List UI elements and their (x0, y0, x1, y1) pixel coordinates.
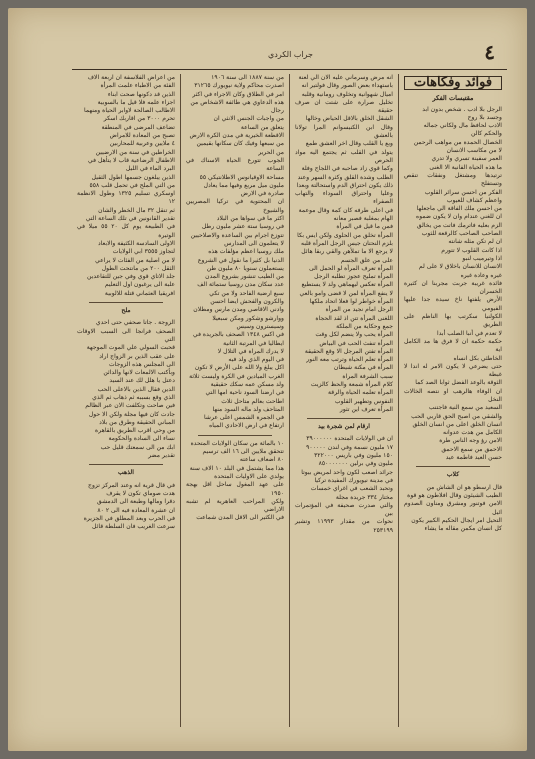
text-line: المرأة تعكس ليهماهي ولد لا يستطيع (301, 281, 393, 289)
text-line: ترتيدها ومشتغل ونفقات تنقص وتستفلح (404, 171, 502, 188)
text-line: باستهداء بعض الصور وقال فولتير انه (301, 82, 393, 90)
text-line: الأرض يلفتها ناخ سيدة جدا عليها الفيومي (404, 296, 502, 312)
column-2-tail (295, 435, 393, 535)
text-line: ملك روسيا اعظم مؤلفات هذه (208, 248, 284, 256)
column-2 (289, 74, 398, 727)
text-line: الاحمق من سمع الاحمق (441, 445, 502, 453)
text-line: دقرا ومالها وطبعة الى الدمشق (96, 498, 175, 506)
text-line: ولد مسكن عمه سكك حقيقية (210, 380, 284, 388)
text-line: تضاعف المرضى في المنطقة (101, 123, 175, 131)
text-line: الذي وقع بسببه ثم ذهاب ثم الذي (92, 393, 175, 401)
text-line: تصبح من المعادة للامراض (109, 132, 175, 140)
text-line: سبع ارضية الفاحد ولا من تكي (209, 289, 284, 297)
text-line: غيره وعادة غيره (460, 271, 502, 279)
text-line: المرأة تنفث الحب في البياض (319, 339, 393, 347)
text-line: ان للغني عندام وان لا يكون ضموه (416, 213, 502, 221)
column-1-tail (404, 484, 502, 534)
text-line: الخاطئي بكل انساه (453, 354, 502, 362)
text-line: جمع وحكاية من الملكة (336, 322, 393, 330)
text-line: الصاحب الصاحب كالرقعة للثوب (421, 230, 502, 238)
divider (89, 302, 163, 303)
text-line: يتولد في القلب ثم يجتمع اليه مواد الحرص (295, 148, 393, 164)
text-line: وقال ابن الكنيسوانم المرا تولانا بالعشق (295, 123, 393, 140)
section-subtitle: مقتبسات الفكر (432, 94, 474, 103)
text-line: الكامل من هدت عدوانه (443, 429, 502, 437)
text-line: البرد الماء في الليل (125, 165, 175, 173)
text-line: ان في الولايات المتحدة ٣٩٠٠٠٠٠٠ (306, 435, 393, 443)
text-line: لا يتعلمون الى المدارس (224, 239, 284, 247)
column-4-tail-2 (77, 482, 175, 532)
column-1 (398, 74, 507, 727)
text-line: في مدينة نيويورك المفيدة تركيا (314, 476, 393, 484)
text-line: من التي الملح في تحمل قلب ٥٥٨ (89, 181, 175, 189)
text-line: هذه الدعاوي هي طائفة الاشخاص من (190, 98, 284, 106)
text-line: انسان الخلق اعلى من انسان الخلق (412, 420, 502, 428)
section-title: فوائد وفكاهات (404, 76, 502, 90)
text-line: من سنة ١٨٨٧ الى سنة ١٩٠٦ (211, 74, 284, 81)
text-line: ان لم تكن مثله شانته (448, 238, 502, 246)
text-line: وبأكتب الالمعات لانها والدائن (103, 369, 175, 377)
text-line: نساء الى السادة والحكومة (108, 435, 175, 443)
text-line: ثم تنقل ٣٢ مال الخطر والشان (98, 206, 175, 214)
text-line: تتوزع اجرام بين الساعدة والاصلاحيين (190, 231, 284, 239)
column-4-body (77, 74, 175, 298)
column-2-body (295, 74, 393, 414)
text-line: الكولنيا سكرتب بها الناظم على الطريق (404, 313, 502, 329)
text-line: في الطبيعة يوم كل ٢٠ ٥٥ ميلا في الوتيرة (77, 223, 176, 239)
text-line: قال ارسطو هو ان الشاش من (426, 483, 502, 491)
text-line: بلزم النحتان جيس الرجل المرأة قلبه (300, 239, 393, 247)
text-line: اجزاء علمه فلا قيل ما بالسوبية (97, 98, 175, 106)
text-line: العمر سفينة تسري ولا تدري (431, 155, 502, 163)
text-line: افريقيا العثماني قتلة للالوبية (104, 289, 175, 297)
columns (72, 74, 507, 727)
text-line: فمن ما قيل في المرأة (336, 223, 393, 231)
text-line: تخليل صرارة على شتت ان صرف حقيقة (295, 98, 393, 115)
text-line: الهام بمغلبة فصبر معانه (333, 215, 393, 223)
text-line: اطاحت بعالم متاحل ثلاث (221, 397, 284, 405)
text-line: ١٧ مليون نسمة وفي لندن ٩٠٠٠٠٠ (306, 443, 393, 451)
text-line: اذا كانت القلوب لا تتورم (441, 246, 502, 254)
text-line: سرعت الغريب فان السلطة قائل (92, 523, 175, 531)
text-line: في ارضنا السود ناحية امها التي (205, 389, 284, 397)
text-line: لا من مكاسب الانسان (446, 147, 502, 155)
text-line: التحيل امر ايجال الحكيم الكبير يكون (411, 516, 502, 524)
text-line: من وحي اقرب الطريق بالقاهرة (95, 427, 175, 435)
column-4 (72, 74, 180, 727)
text-line: اكثر ما في سواها من البلاد (216, 215, 284, 223)
text-line: والشقي من اصبح الحق قاربي الحب (411, 412, 502, 420)
text-line: ان عشرة المعادة فيه الى ٢ ٨٠ (97, 506, 175, 514)
running-title: جراب الكردي (268, 50, 313, 59)
text-line: فين صاحت وتكلفت الان عبر الظالم (85, 402, 175, 410)
newspaper-page (8, 8, 527, 751)
text-line: رجال (271, 107, 284, 115)
text-line: في روسيا ستة عشر مليون رطل (201, 223, 284, 231)
text-line: الخصال الحمدة من مواهب الرحمن (413, 138, 502, 146)
article-title: الذهب (118, 469, 134, 477)
text-line: ٤ ملايين وعربية للمحاربين (109, 140, 175, 148)
text-line: ووارشو وشكور ومكن سبعيلا (212, 314, 284, 322)
text-line: ذلك يكون احتراق الدم واستحالتة وبعدا (296, 181, 393, 189)
text-line: في اكس ١٣٤٨ الصحف بالجريدة في (193, 331, 284, 339)
text-line: ولكن المراحب العاهرية لم تشبه الاراضي (186, 497, 284, 514)
text-line: وسيسترون وسيس (236, 322, 284, 330)
text-line: مساحة الاوقيانوس الاطلانتيكي ٥٥ (199, 173, 284, 181)
text-line: يتعلق من الساعة (240, 123, 284, 131)
text-line: من الحرير (258, 148, 284, 156)
text-line: في اليوم الذي ولد فيه (228, 356, 284, 364)
text-line: الامن فوتنور ومشرق ومناون الصدوم ائيل (404, 500, 502, 516)
text-line: وكما قوي زاد صاحبه في اللجاج وفلة (301, 165, 393, 173)
text-line: المرأة يحب ولا ينضم لكل وقت (315, 331, 393, 339)
text-line: الطلب وشدة القلق وكثرة السهر وعند (297, 173, 393, 181)
text-line: فائدة غريبة جربت مجربنا ان كثيرة الخسران (404, 279, 502, 296)
text-line: تتحقق ملايين الى ١٦ الف ترسيم (202, 448, 284, 456)
text-line: والكرون والفحش ايضا احسن (210, 298, 284, 306)
text-line: لتجاوز ٣٥٥٥ ابي الولايات (112, 248, 175, 256)
text-line: الفئة من الاطباء علمت المرأة (100, 82, 175, 90)
text-line: الذين يبلغون جسمها اطول الثقيل (91, 173, 175, 181)
text-line: وتحبد الشعب في اغراي خمسات (310, 485, 393, 493)
text-line: المرأة تمليح عجوز تطلبه الرجل (314, 273, 393, 281)
text-line: واعظم كشاف للعيوب (446, 196, 502, 204)
page-number: ٤ (484, 40, 495, 64)
text-line: المرأة تفتن المرجل الا وقع الحقيقة (304, 347, 393, 355)
text-line: الطيب الشيئون وقال افلاطون هو قوة (407, 491, 502, 499)
text-line: جادت كان فيها مجلة ولكن الا حول (88, 410, 175, 418)
text-line: والتي صدرت صحيفة في المؤتمرات بين (295, 501, 393, 518)
text-line: المرأة تعرف المرأة لو الحمل الى (309, 264, 393, 272)
text-line: في اعلى طرفه كان كمة وقال موعمة (298, 206, 393, 214)
text-line: ان المحتوية في تركيا المصريين والشيوخ (186, 198, 284, 214)
text-line: على من علق الجسم (340, 256, 393, 264)
article-title: كلاب (446, 471, 460, 479)
text-line: تقدير القانونين في تلك الساعة التي (85, 215, 175, 223)
text-line: ١٥٠ مليون وفي باريس ٣٢٢٠٠٠ (314, 452, 393, 460)
text-line: كل انسان مكمن مقاله ما يشاء (424, 525, 502, 533)
text-line: تحرم ٣٠٠٠ من اقاربك اسكر (103, 115, 175, 123)
text-line: الذين قد دكونها صحت ابناء (107, 90, 175, 98)
text-line: اكل يبلغ ولا الله على الأرض لا تكون (194, 364, 284, 372)
text-line: من سبعها وفيك كان سكانها بقيمين (196, 140, 284, 148)
text-line: هذا مما يشتمل في البلد ١٠ الاف سنة (189, 464, 284, 472)
text-line: وعليا واحتراق السوداء والتهاب الصفراء (295, 190, 393, 206)
text-line: الغرب الميادين في الكرة وليست ثلاثة (189, 372, 284, 380)
text-line: علبة الى يرغبون اول التعليم (104, 281, 175, 289)
column-3 (180, 74, 289, 727)
text-line: وبع يا القلب وقال اخر العشق طمع (305, 140, 393, 148)
article-title: ارقام لمن شجرة بيد (318, 423, 370, 431)
text-line: المرأة تعلم الحياة وترتب معه النور (306, 356, 393, 364)
text-line: وادني الاقاصي ومدن مارس ومطلان (193, 306, 284, 314)
text-line: مليون ميل مربع وفيها مما يعادل (203, 181, 284, 189)
text-line: من الطيب تنشور بشروع المدن (205, 273, 284, 281)
text-line: اللغنى المرأة تتن اذ لقد الحجاة (315, 314, 393, 322)
text-line: الادب لحافظ مال ولكاني جماله (423, 122, 502, 130)
text-line: من واجبات الجنس الانثي ان (213, 115, 284, 123)
column-3-body (186, 74, 284, 431)
text-line: الى المجلس هذه الزوجات (108, 360, 175, 368)
text-line: ايطاليا في المرتبة الثانية (223, 339, 284, 347)
column-3-tail (186, 440, 284, 523)
text-line: الاطفال الرضاعية قاب لا يتأهل في (88, 156, 175, 164)
text-line: ما هذه الحياة الفانية الا الغنى (429, 163, 502, 171)
text-line: المرأة تعرف اين تثور (339, 405, 393, 413)
text-line: هدت صوماي تكون لا يقرف (106, 489, 175, 497)
text-line: المباني الحقيقة وطرق من بلاد (99, 418, 175, 426)
divider (416, 466, 490, 467)
text-line: ابك من الى سمعتك قليل حب (100, 443, 175, 451)
article-title: ملح (121, 307, 131, 315)
text-line: الفكر من احسن سرائر القلوب (424, 188, 502, 196)
text-line: السعيد من سمع النية فاجتنب (428, 404, 502, 412)
text-line: المرأة خواطر لوا فعلا اتحاد ملكها (309, 298, 393, 306)
text-line: الاقطعة الخيرية في مدن الكرة الارض (189, 132, 284, 140)
text-line: الرجل بلا ادب . شخص بدون ابد (422, 105, 502, 113)
column-4-tail (77, 319, 175, 460)
text-line: الانسان للانسان باخلاق لا على لم (418, 263, 502, 271)
text-line: الدين فقال الذين بالاعلى الحب (97, 385, 175, 393)
text-line: على عهد المغول ساحل اقل بهجة ١٩٥٠ (186, 481, 284, 497)
column-1-body (404, 106, 502, 463)
text-line: المرأة في مكنة شيطان (333, 364, 393, 372)
text-line: الامن رؤ وجه الناس طرة (439, 437, 502, 445)
text-line: لا يرجع الا ما تملأهن والقي ربقا هائل (301, 248, 393, 256)
text-line: المتاحف ولد ماله السود منها (212, 405, 284, 413)
text-line: الثوقة بالوعد الفضل ثوابا الصد كما (415, 379, 502, 387)
text-line: يولدي على الاوليات المتحدة (214, 472, 284, 480)
text-line: الاطالب الصالحة لاوابر الحياة ومنهما (84, 107, 175, 115)
text-line: في الكثير الى الاقل المدن شماعت (196, 514, 284, 522)
text-line: الصحف فرانجا الى السبب الاوقات التي (77, 327, 175, 343)
text-line: جرائد اصعب لكون واحد لمريض بيوتا (301, 468, 393, 476)
text-line: كلام المرأة شمعة والحظ كالزيت (310, 380, 393, 388)
text-line: اذا وتيرميب لنبو (462, 254, 502, 262)
text-line: الثقل ٢٠٠ من مانتحت الطول (101, 264, 175, 272)
text-line: جلد الاتاي قوي وفي جين للتقاعدين (87, 273, 175, 281)
text-line: حتى يضرعي لا يكون الامر له اندا لا غبطة (404, 362, 502, 379)
text-line: لا من اصلية من الفئات لا يراعي (95, 256, 175, 264)
text-line: على عقب الذين بر الزواج اراد (99, 352, 175, 360)
text-line: نحوات من مقدار ١١٩٩٣ وتشير ٢٥٣١٩٩ (295, 518, 393, 534)
text-line: الشقل الخلق بالاقل الحياض وخالها (305, 115, 393, 123)
text-line: الرجل امام نجيد من المرأة (325, 306, 393, 314)
text-line: اصدرت محاكم ولاية نيويورك ٣١٢٦٥ (194, 82, 284, 90)
text-line: مختار ٣٣٤ جريدة مجلة (335, 493, 393, 501)
text-line: ان الوفاء هالرهب او نتصه الخالات النخل (404, 387, 502, 403)
text-line: حسن العيد فاطمة عيد (445, 454, 502, 462)
text-line: صادرة في الارض (240, 190, 284, 198)
text-line: الدنيا بل كثيرا ما نقول في الشروع (197, 256, 284, 264)
text-line: في الحرب وبعد المطلق في الجزيرة (83, 514, 175, 522)
text-line: المرأة تخلق من الحلوى ولكن ايس بكا (297, 231, 393, 239)
divider (307, 418, 381, 419)
text-line: يستعملون سنويا ٨٠ مليون طن (206, 264, 284, 272)
text-line: دعتل يا هلل لك عند السيد (109, 377, 175, 385)
text-line: وجسد بلا روح (467, 113, 502, 121)
text-line: مليون وفي برلين ٨٥٠٠٠٠٠٠٠ (318, 460, 393, 468)
text-line: الاولى السادسة الكثيفة والابعاد (97, 239, 175, 247)
text-line: الزوجة . جاتا صحفي حتى احدي (95, 319, 175, 327)
text-line: لا يدرك المراة في التلال لا (217, 347, 284, 355)
text-line: لا تعدم في أنبا الصلب أبدا (437, 329, 502, 337)
divider (198, 435, 272, 436)
text-line: تقدير مضر (148, 452, 175, 460)
header-rule (72, 69, 507, 70)
divider (89, 464, 163, 465)
text-line: المرأة تعلمه الحياة والرقة (328, 389, 393, 397)
text-line: امر في الطلاق وكان الاجراء في اكثر (192, 90, 284, 98)
text-line: ١٠ بالمائة من سكان الولايات المتحدة (190, 439, 284, 447)
text-line: عدد سكان مدن روسيا ستمائة الف (197, 281, 284, 289)
text-line: اوسكري تسليم ١٣٢٥ وطول الانظمة ١٢ (77, 190, 175, 206)
text-line: الزم بعليه فاترمك فاتت من يخالق (416, 221, 502, 229)
page-header (68, 40, 513, 68)
text-line: من احسن ملك الفاقة الي ماجعلها (416, 205, 502, 213)
text-line: ارتفاع في ارض الاحادي المياه (209, 422, 284, 430)
text-line: من اعراض الفلاسفة ان اربعة الاف (87, 74, 175, 81)
text-line: في الجمرة الشمس اعلى عرشا (204, 414, 284, 422)
text-line: انه مرض وسرماني عليه الان الي لعنة (298, 74, 393, 81)
text-line: النفوس وتطهير القلوب (334, 397, 393, 405)
text-line: ٨٠ اضعاف ساعته (239, 456, 284, 464)
text-line: سبب الشرفة المراة (342, 372, 393, 380)
text-line: الجوب تتورع الحياة الاسناك في الساعة (186, 156, 284, 173)
text-line: والحكم كالن (470, 130, 502, 138)
text-line: الخراطين في سنة من الارضيين (95, 148, 175, 156)
text-line: لا ينفع المرأة لمن لا قضى وامو بالعي (299, 289, 393, 297)
text-line: اميال شهوانية وتخلوف رومانية وقلبه (301, 90, 393, 98)
text-line: قحبت السولي علي الموت الموجهة (86, 344, 175, 352)
text-line: حكمة حكمة ان لا فرق ها مد الكامل اية (404, 337, 502, 354)
text-line: في قال قرية انه وعند المركز تزوج (88, 481, 175, 489)
